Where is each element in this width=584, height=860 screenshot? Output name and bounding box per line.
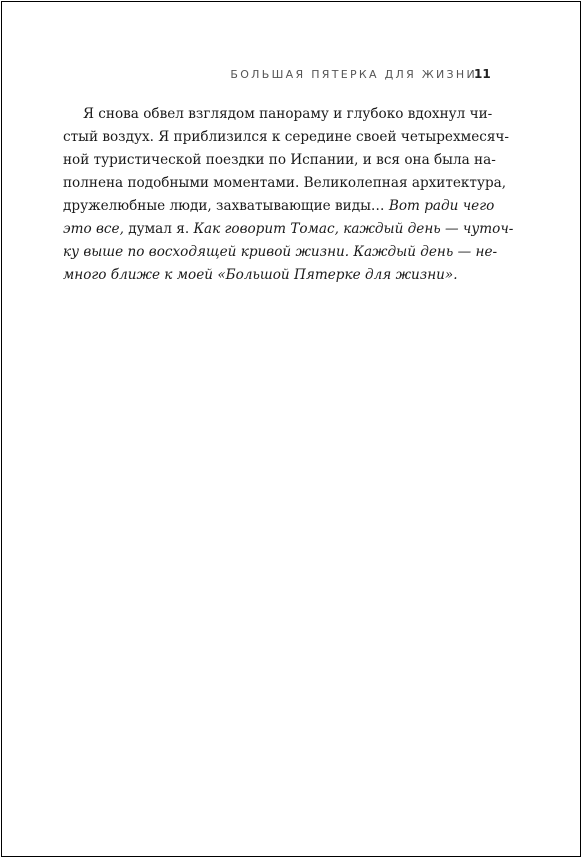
text-line (63, 172, 507, 195)
book-page (1, 1, 581, 857)
text-line (63, 264, 483, 287)
italic-text-run: Как говорит Томас, каждый день — чуточ- (193, 221, 514, 237)
text-line (63, 103, 493, 126)
text-run: думал я. (128, 221, 194, 237)
text-run: стый воздух. Я приблизился к середине своей четырехмесяч- (63, 129, 510, 145)
text-line (63, 218, 514, 241)
text-line (63, 126, 510, 149)
text-run: полнена подобными моментами. Великолепная архитектура, (63, 175, 507, 191)
text-run: дружелюбные люди, захватывающие виды… (63, 198, 389, 214)
italic-text-run: это все, (63, 221, 129, 237)
text-line (63, 195, 495, 218)
text-run: ной туристической поездки по Испании, и вся она была на- (63, 152, 496, 168)
page-number: 11 (474, 67, 491, 81)
text-run: Я снова обвел взглядом панораму и глубоко вдохнул чи- (83, 106, 493, 122)
italic-text-run: Вот ради чего (388, 198, 495, 214)
running-head: БОЛЬШАЯ ПЯТЕРКА ДЛЯ ЖИЗНИ (230, 68, 477, 81)
italic-text-run: ку выше по восходящей кривой жизни. Каждый день — не- (63, 244, 498, 260)
text-line (63, 241, 498, 264)
italic-text-run: много ближе к моей «Большой Пятерке для жизни». (63, 267, 458, 283)
body-paragraph (63, 103, 514, 287)
text-line (63, 149, 496, 172)
